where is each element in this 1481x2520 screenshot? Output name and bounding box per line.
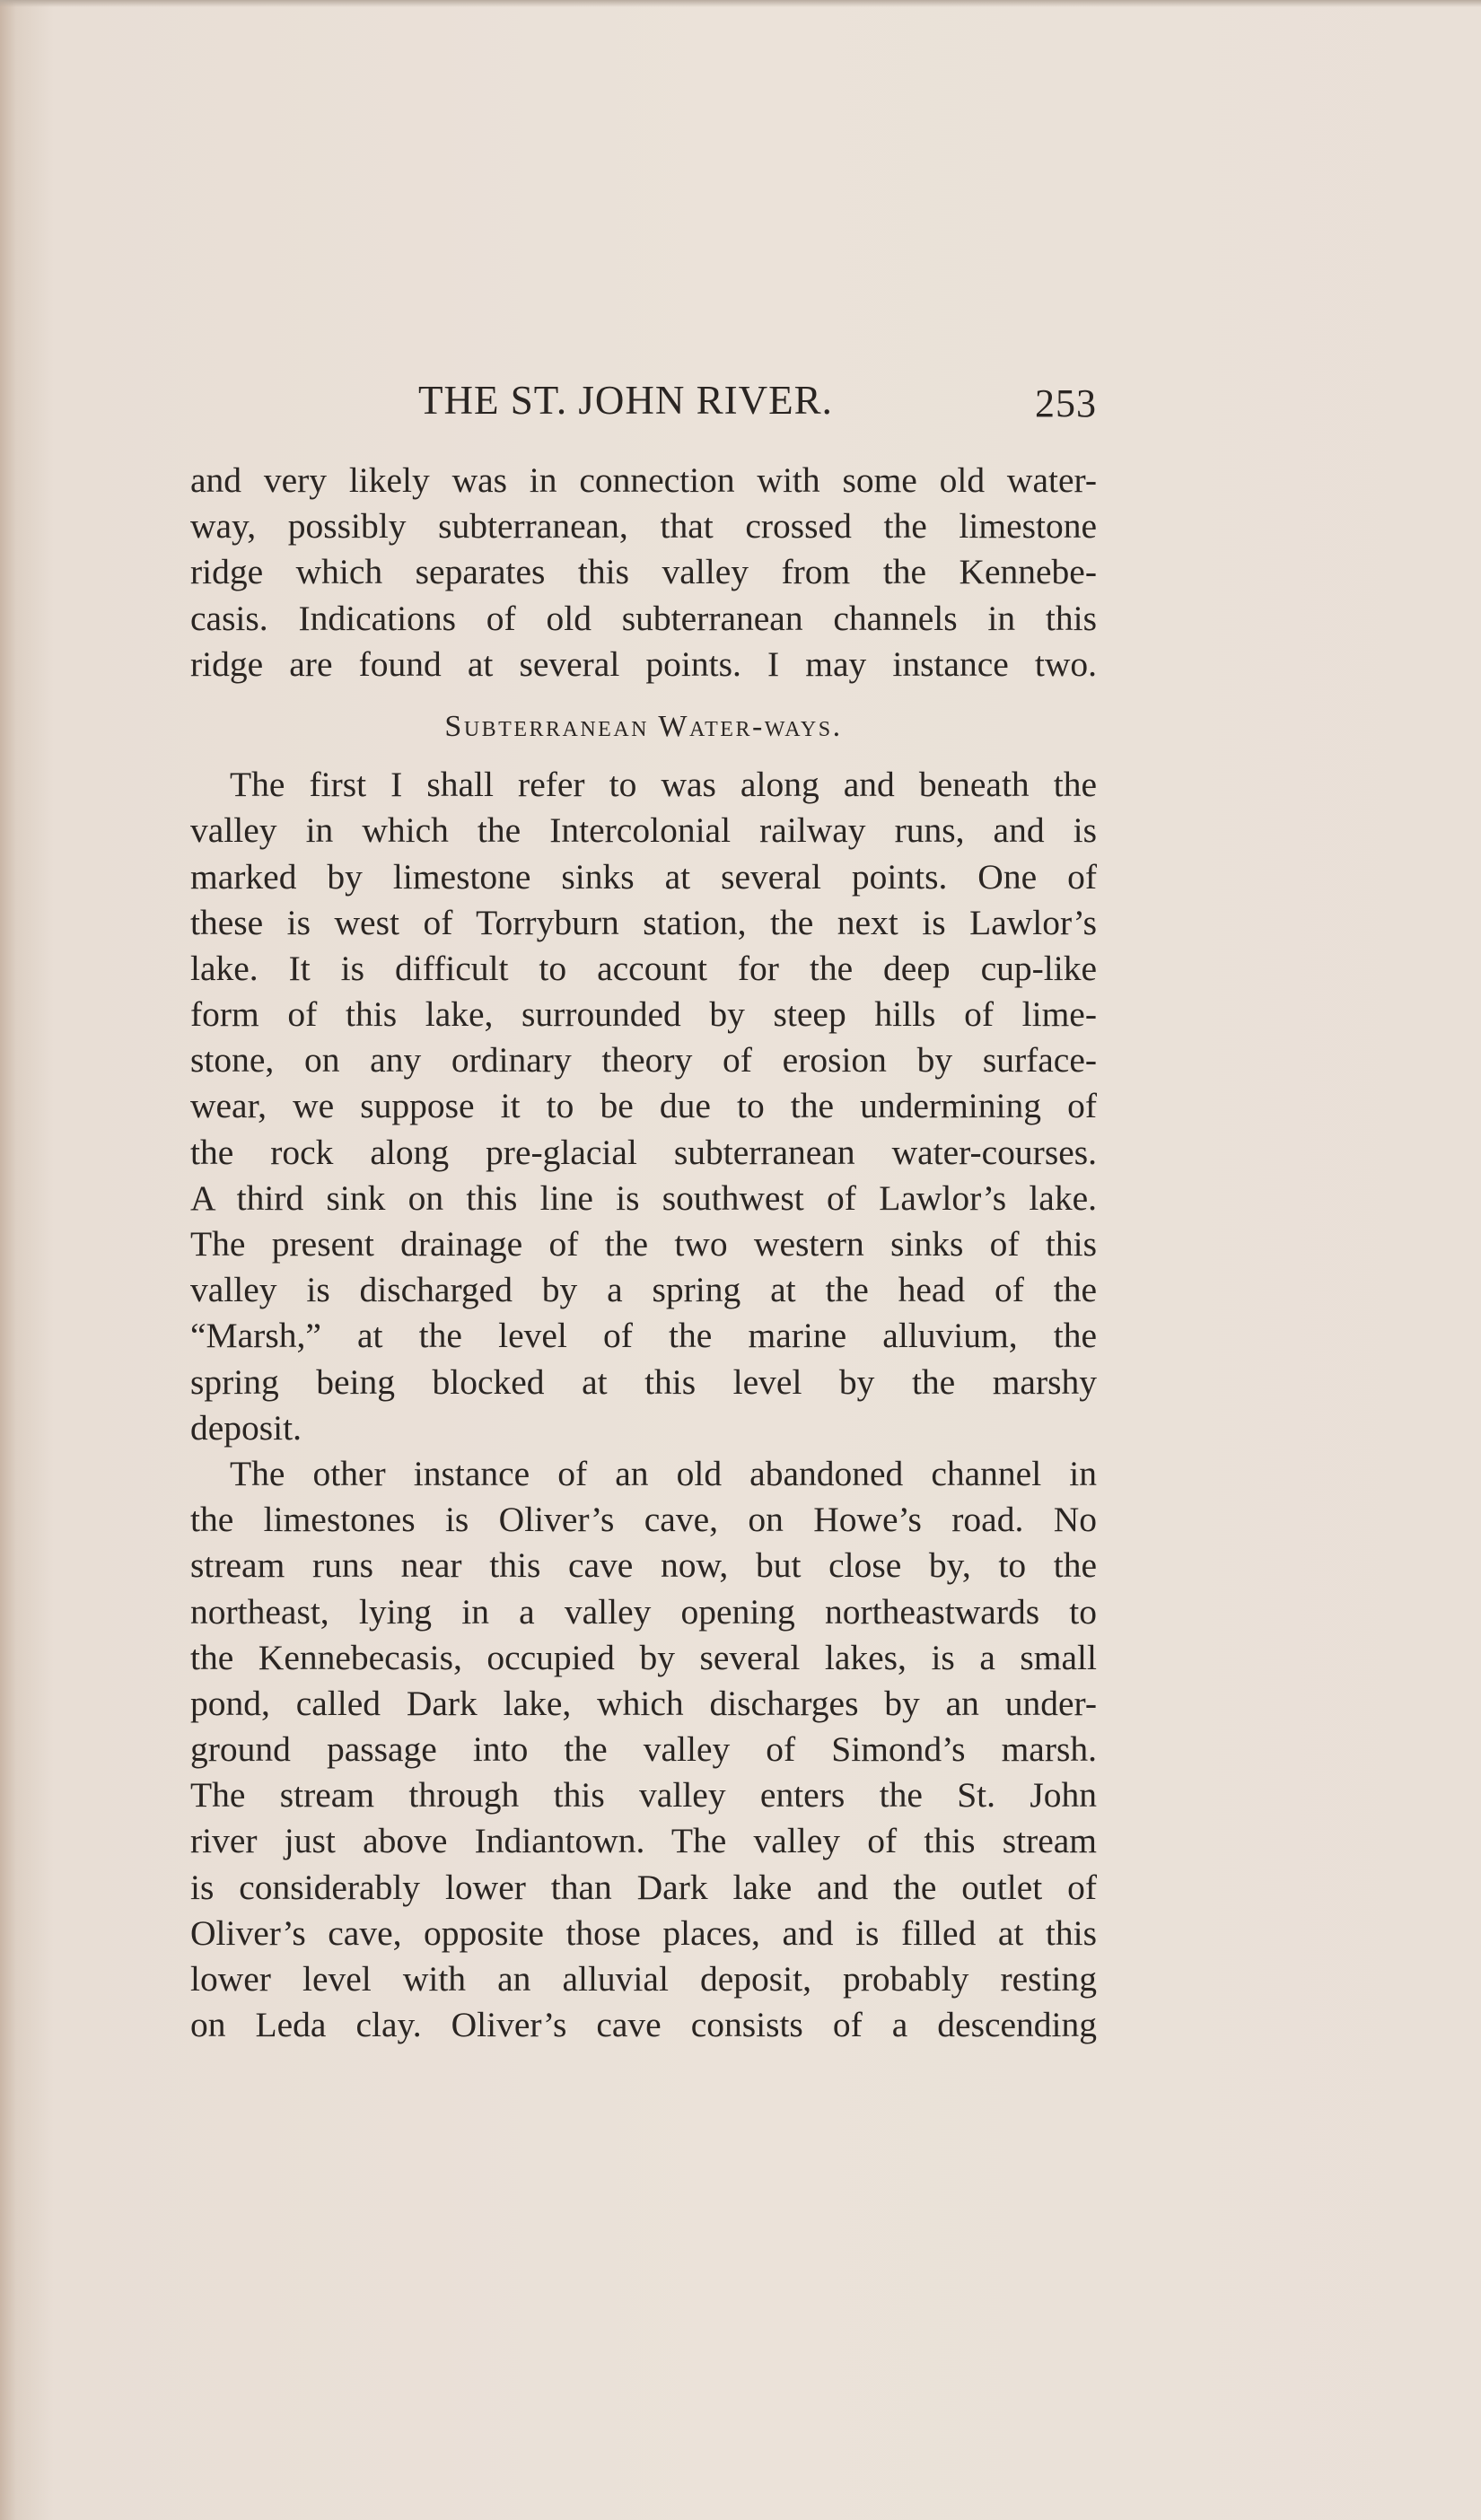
text-line: and very likely was in connection with some old water-: [190, 460, 1097, 500]
text-line: valley is discharged by a spring at the head of the: [190, 1270, 1097, 1310]
text-line: the limestones is Oliver’s cave, on Howe’s road. No: [190, 1500, 1097, 1540]
paragraph-3: [190, 1451, 1097, 2048]
text-line: the rock along pre-glacial subterranean water-courses.: [190, 1132, 1097, 1172]
text-line: wear, we suppose it to be due to the undermining of: [190, 1086, 1097, 1126]
text-line: is considerably lower than Dark lake and the outlet of: [190, 1867, 1097, 1907]
paragraph-1: [190, 458, 1097, 687]
text-line: stone, on any ordinary theory of erosion by surface-: [190, 1040, 1097, 1081]
text-line: way, possibly subterranean, that crossed the limestone: [190, 506, 1097, 547]
page-number: 253: [1035, 381, 1097, 425]
section-heading: Subterranean Water-ways.: [444, 709, 843, 743]
text-line: A third sink on this line is southwest of Lawlor’s lake.: [190, 1177, 1097, 1218]
text-line: deposit.: [190, 1407, 302, 1448]
text-line: these is west of Torryburn station, the next is Lawlor’s: [190, 902, 1097, 942]
text-line: lower level with an alluvial deposit, probably resting: [190, 1959, 1097, 1999]
text-line: ridge which separates this valley from the Kennebe-: [190, 552, 1097, 592]
text-line: pond, called Dark lake, which discharges by an under-: [190, 1683, 1097, 1723]
text-line: The stream through this valley enters the St. John: [190, 1775, 1097, 1816]
text-line: form of this lake, surrounded by steep hills of lime-: [190, 994, 1097, 1035]
text-line: stream runs near this cave now, but close by, to the: [190, 1545, 1097, 1586]
text-line: The first I shall refer to was along and beneath the: [230, 765, 1097, 805]
page-top-edge: [0, 0, 1481, 7]
body-text: [190, 458, 1097, 2048]
running-title: THE ST. JOHN RIVER.: [418, 378, 833, 423]
text-line: the Kennebecasis, occupied by several lakes, is a small: [190, 1637, 1097, 1677]
text-line: “Marsh,” at the level of the marine alluvium, the: [190, 1316, 1097, 1356]
running-head: [190, 377, 1097, 431]
text-line: casis. Indications of old subterranean channels in this: [190, 598, 1097, 638]
text-line: northeast, lying in a valley opening northeastwards to: [190, 1591, 1097, 1632]
text-line: ground passage into the valley of Simond’s marsh.: [190, 1729, 1097, 1770]
text-line: river just above Indiantown. The valley of this stream: [190, 1821, 1097, 1861]
text-line: ridge are found at several points. I may instance two.: [190, 643, 1097, 684]
text-line: lake. It is difficult to account for the deep cup-like: [190, 948, 1097, 988]
paragraph-2: [190, 762, 1097, 1451]
text-line: marked by limestone sinks at several points. One of: [190, 856, 1097, 897]
text-line: Oliver’s cave, opposite those places, and is filled at this: [190, 1912, 1097, 1953]
text-line: spring being blocked at this level by the marshy: [190, 1361, 1097, 1402]
text-line: on Leda clay. Oliver’s cave consists of a descending: [190, 2005, 1097, 2045]
text-line: The other instance of an old abandoned channel in: [230, 1453, 1097, 1493]
text-line: valley in which the Intercolonial railway runs, and is: [190, 810, 1097, 851]
text-line: The present drainage of the two western sinks of this: [190, 1224, 1097, 1264]
